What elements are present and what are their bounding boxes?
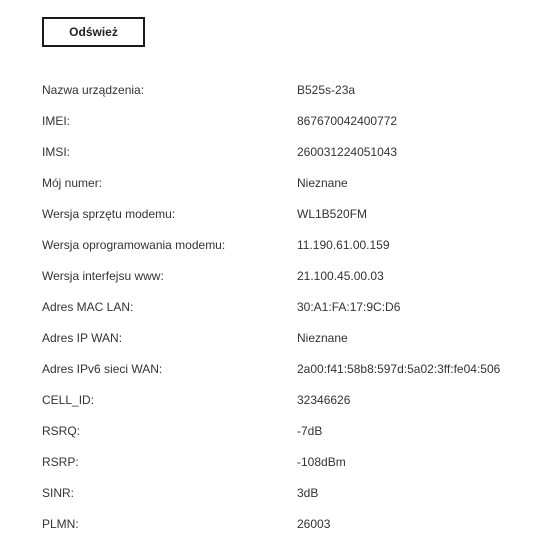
info-row-rsrp <box>0 446 540 477</box>
info-label: IMEI: <box>42 114 71 128</box>
info-value: -108dBm <box>297 455 346 469</box>
info-value: 260031224051043 <box>297 145 398 159</box>
info-value: -7dB <box>297 424 323 438</box>
info-row-cell-id <box>0 384 540 415</box>
info-value: Nieznane <box>297 176 348 190</box>
info-row-lan-mac <box>0 291 540 322</box>
device-info-list <box>0 74 540 539</box>
info-row-software-version <box>0 229 540 260</box>
info-row-wan-ipv6 <box>0 353 540 384</box>
info-row-web-ui-version <box>0 260 540 291</box>
refresh-button[interactable]: Odśwież <box>42 17 145 47</box>
info-row-device-name <box>0 74 540 105</box>
info-value: 3dB <box>297 486 319 500</box>
info-label: PLMN: <box>42 517 79 531</box>
info-row-imei <box>0 105 540 136</box>
info-row-sinr <box>0 477 540 508</box>
info-label: RSRQ: <box>42 424 81 438</box>
info-row-wan-ip <box>0 322 540 353</box>
info-row-imsi <box>0 136 540 167</box>
info-label: Mój numer: <box>42 176 103 190</box>
info-value: WL1B520FM <box>297 207 368 221</box>
info-value: B525s-23a <box>297 83 356 97</box>
info-label: Adres MAC LAN: <box>42 300 134 314</box>
info-label: IMSI: <box>42 145 71 159</box>
info-label: Nazwa urządzenia: <box>42 83 145 97</box>
info-label: Wersja interfejsu www: <box>42 269 164 283</box>
info-label: Adres IP WAN: <box>42 331 123 345</box>
info-value: 30:A1:FA:17:9C:D6 <box>297 300 401 314</box>
info-row-plmn <box>0 508 540 539</box>
info-label: RSRP: <box>42 455 79 469</box>
info-row-rsrq <box>0 415 540 446</box>
info-label: SINR: <box>42 486 75 500</box>
info-label: Wersja sprzętu modemu: <box>42 207 176 221</box>
info-label: CELL_ID: <box>42 393 95 407</box>
info-value: 11.190.61.00.159 <box>297 238 390 252</box>
info-value: Nieznane <box>297 331 348 345</box>
info-value: 26003 <box>297 517 331 531</box>
info-value: 21.100.45.00.03 <box>297 269 384 283</box>
info-row-hardware-version <box>0 198 540 229</box>
info-row-my-number <box>0 167 540 198</box>
info-label: Adres IPv6 sieci WAN: <box>42 362 163 376</box>
info-value: 2a00:f41:58b8:597d:5a02:3ff:fe04:506 <box>297 362 501 376</box>
info-label: Wersja oprogramowania modemu: <box>42 238 226 252</box>
info-value: 867670042400772 <box>297 114 398 128</box>
info-value: 32346626 <box>297 393 351 407</box>
